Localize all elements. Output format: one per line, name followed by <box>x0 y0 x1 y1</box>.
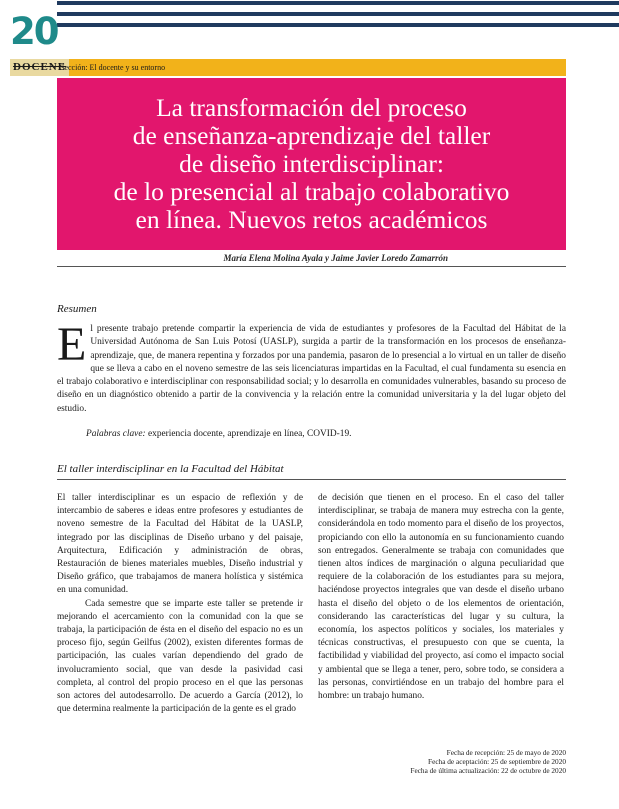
page-number: 20 <box>10 10 58 53</box>
header-stripes <box>57 0 619 38</box>
title-line: de enseñanza-aprendizaje del taller <box>132 121 491 150</box>
paragraph: El taller interdisciplinar es un espacio de reflexión y de intercambio de saberes e ideas entre profesores y estudiantes de noveno semestre de la Facultad del Hábitat de la UASLP, integrado por las disciplinas de Diseño urbano y del paisaje, Arquitectura, Edificación y administración de obras, Restauración de bienes materiales muebles, Diseño industrial y Diseño gráfico, que trabajamos de manera holística y sistémica en una comunidad. <box>57 493 303 596</box>
date-accepted: Fecha de aceptación: 25 de septiembre de 2020 <box>428 757 566 767</box>
header-stripe <box>57 12 619 16</box>
body-column-right <box>318 492 564 703</box>
title-line: de lo presencial al trabajo colaborativo <box>113 177 510 206</box>
title-line: La transformación del proceso <box>156 93 467 122</box>
authors: María Elena Molina Ayala y Jaime Javier Loredo Zamarrón <box>223 253 448 263</box>
article-title <box>114 94 510 234</box>
header-stripe <box>57 1 619 5</box>
abstract-body <box>57 318 566 416</box>
journal-logo: DOCENE <box>10 59 69 76</box>
paragraph: de decisión que tienen en el proceso. En el caso del taller interdisciplinar, se trabaja de manera muy estrecha con la gente, considerándola en todo momento para el diseño de los proyectos, propiciando con ello la autonomía en su funcionamiento cuando son entregados. Generalmente se trabaja con comunidades que tienen altos índices de marginación o alguna peculiaridad que requiere de la colaboración de los estudiantes para su mejora, haciéndose proyectos integrales que van desde el diseño urbano hasta el diseño del objeto o de los elementos de orientación, considerando las características del lugar y su cultura, la economía, los aspectos políticos y sociales, los materiales y técnicas constructivas, el presupuesto con que se cuenta, la factibilidad y viabilidad del proyecto, así como el impacto social y ambiental que se llega a tener, pero, sobre todo, se considera a las personas, convirtiéndose en un trabajo del hombre para el hombre: un trabajo humano. <box>318 493 564 702</box>
title-line: de diseño interdisciplinar: <box>179 149 444 178</box>
header-stripe <box>57 23 619 27</box>
title-box <box>57 78 566 250</box>
abstract-heading: Resumen <box>57 303 97 315</box>
drop-cap: E <box>57 318 87 371</box>
divider <box>57 266 566 267</box>
divider <box>57 479 566 480</box>
date-received: Fecha de recepción: 25 de mayo de 2020 <box>446 748 566 757</box>
section-label: Sección: El docente y su entorno <box>60 63 166 72</box>
paragraph: Cada semestre que se imparte este taller se pretende ir mejorando el acercamiento con la comunidad con la que se trabaja, la participación de ésta en el diseño del espacio no es un proceso fijo, según Geilfus (2002), existen diferentes formas de participación, las cuales varían dependiendo del grado de involucramiento social, que van desde la pasividad casi completa, al control del propio proceso en el que las personas son actores del autodesarrollo. De acuerdo a García (2012), lo que determina realmente la participación de la gente es el grado <box>57 598 303 715</box>
keywords-label: Palabras clave: <box>86 429 146 439</box>
keywords-text: experiencia docente, aprendizaje en línea, COVID-19. <box>147 429 352 439</box>
title-line: en línea. Nuevos retos académicos <box>135 205 488 234</box>
section-heading: El taller interdisciplinar en la Facultad del Hábitat <box>57 463 284 475</box>
date-updated: Fecha de última actualización: 22 de octubre de 2020 <box>410 766 566 776</box>
article-dates <box>330 748 566 776</box>
section-bar <box>10 59 566 76</box>
abstract-text: l presente trabajo pretende compartir la experiencia de vida de estudiantes y profesores de la Facultad del Hábitat de la Universidad Autónoma de San Luis Potosí (UASLP), surgida a partir de la transformación en los procesos de enseñanza-aprendizaje, que, de manera repentina y forzados por una pandemia, pasaron de lo presencial a lo virtual en un taller de diseño que se lleva a cabo en el noveno semestre de las seis licenciaturas impartidas en la Facultad, el cual fundamenta su esencia en el trabajo colaborativo e interdisciplinar con responsabilidad social; y lo desarrolla en comunidades vulnerables, basando su proceso de diseño en un diagnóstico obtenido a partir de la convivencia y la relación entre la comunidad universitaria y la del lugar objeto del estudio. <box>57 324 566 414</box>
keywords <box>86 428 566 441</box>
body-column-left <box>57 492 303 716</box>
